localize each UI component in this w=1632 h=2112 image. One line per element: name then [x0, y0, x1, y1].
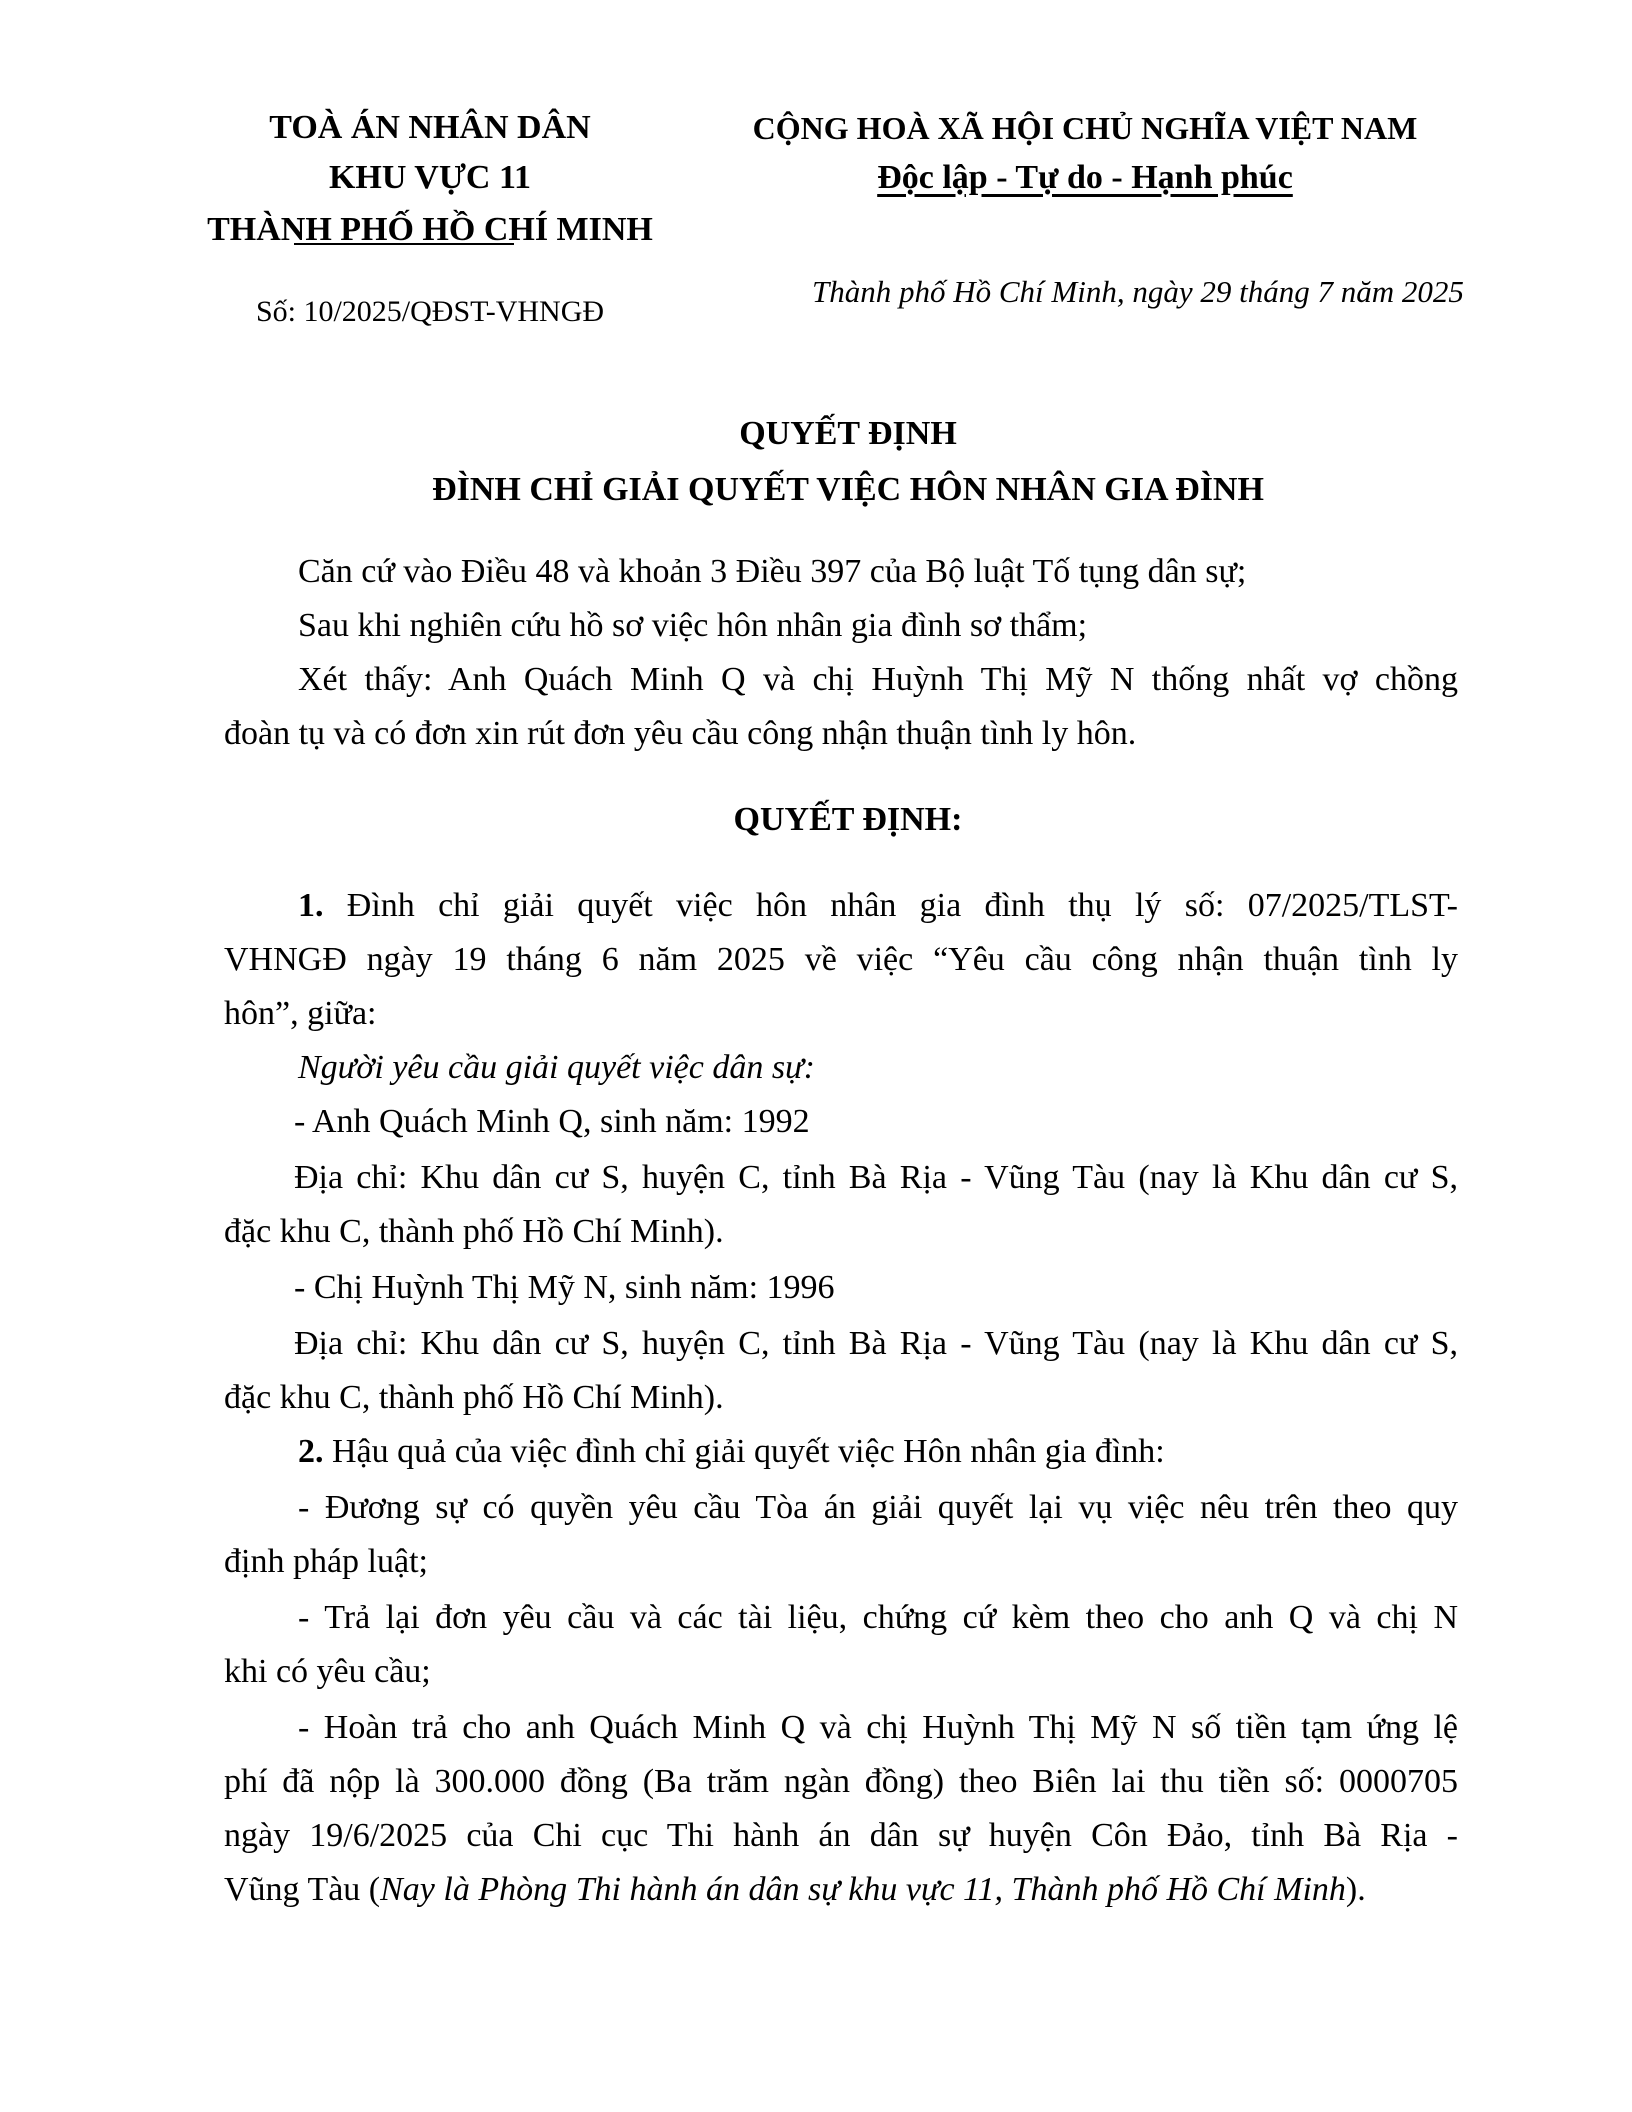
consequence-c-line2: phí đã nộp là 300.000 đồng (Ba trăm ngàn đồng) theo Biên lai thu tiền số: 0000705 [224, 1763, 1458, 1800]
place-date: Thành phố Hồ Chí Minh, ngày 29 tháng 7 năm 2025 [812, 274, 1464, 309]
nation-name: CỘNG HOÀ XÃ HỘI CHỦ NGHĨA VIỆT NAM [752, 110, 1418, 146]
address1-line2: đặc khu C, thành phố Hồ Chí Minh). [224, 1213, 724, 1250]
item2-number: 2. [298, 1433, 324, 1470]
title-line1: QUYẾT ĐỊNH [739, 415, 957, 452]
preamble-finding-line1: Xét thấy: Anh Quách Minh Q và chị Huỳnh Thị Mỹ N thống nhất vợ chồng [298, 661, 1458, 698]
preamble-legal-basis: Căn cứ vào Điều 48 và khoản 3 Điều 397 của Bộ luật Tố tụng dân sự; [298, 553, 1247, 590]
address1-line1: Địa chỉ: Khu dân cư S, huyện C, tỉnh Bà Rịa - Vũng Tàu (nay là Khu dân cư S, [294, 1159, 1458, 1196]
item2-heading-text: Hậu quả của việc đình chỉ giải quyết việc Hôn nhân gia đình: [332, 1433, 1165, 1470]
person2: - Chị Huỳnh Thị Mỹ N, sinh năm: 1996 [294, 1269, 835, 1306]
consequence-c-line1: - Hoàn trả cho anh Quách Minh Q và chị Huỳnh Thị Mỹ N số tiền tạm ứng lệ [298, 1709, 1458, 1746]
consequence-c-line4-italic: Nay là Phòng Thi hành án dân sự khu vực 11, Thành phố Hồ Chí Minh [380, 1871, 1346, 1908]
motto: Độc lập - Tự do - Hạnh phúc [877, 159, 1293, 196]
address2-line2: đặc khu C, thành phố Hồ Chí Minh). [224, 1379, 724, 1416]
item1-number: 1. [298, 887, 324, 924]
consequence-b-line2: khi có yêu cầu; [224, 1653, 431, 1690]
motto-wrap [720, 158, 1450, 198]
requester-label: Người yêu cầu giải quyết việc dân sự: [298, 1049, 815, 1086]
consequence-c-line4 [224, 1870, 1366, 1910]
item2-heading [298, 1432, 1165, 1472]
item1-line3: hôn”, giữa: [224, 995, 377, 1032]
document-number: Số: 10/2025/QĐST-VHNGĐ [255, 295, 605, 328]
court-name-line3: THÀNH PHỐ HỒ CHÍ MINH [207, 211, 653, 248]
address2-line1: Địa chỉ: Khu dân cư S, huyện C, tỉnh Bà Rịa - Vũng Tàu (nay là Khu dân cư S, [294, 1325, 1458, 1362]
consequence-a-line2: định pháp luật; [224, 1543, 428, 1580]
consequence-a-line1: - Đương sự có quyền yêu cầu Tòa án giải quyết lại vụ việc nêu trên theo quy [298, 1489, 1458, 1526]
preamble-research: Sau khi nghiên cứu hồ sơ việc hôn nhân gia đình sơ thẩm; [298, 607, 1088, 644]
decision-heading: QUYẾT ĐỊNH: [733, 801, 963, 838]
court-name-line1: TOÀ ÁN NHÂN DÂN [269, 109, 591, 146]
court-name-line2: KHU VỰC 11 [328, 159, 532, 196]
court-underline [294, 243, 514, 245]
person1: - Anh Quách Minh Q, sinh năm: 1992 [294, 1103, 810, 1140]
title-line2: ĐÌNH CHỈ GIẢI QUYẾT VIỆC HÔN NHÂN GIA ĐÌNH [432, 471, 1264, 508]
item1-text-line1: Đình chỉ giải quyết việc hôn nhân gia đình thụ lý số: 07/2025/TLST- [346, 887, 1458, 924]
item1-line1 [298, 886, 1458, 926]
consequence-c-line3: ngày 19/6/2025 của Chi cục Thi hành án dân sự huyện Côn Đảo, tỉnh Bà Rịa - [224, 1817, 1458, 1854]
item1-line2: VHNGĐ ngày 19 tháng 6 năm 2025 về việc “Yêu cầu công nhận thuận tình ly [224, 941, 1458, 978]
consequence-c-line4-suffix: ). [1345, 1871, 1366, 1908]
consequence-c-line4-prefix: Vũng Tàu ( [224, 1871, 381, 1908]
consequence-b-line1: - Trả lại đơn yêu cầu và các tài liệu, chứng cứ kèm theo cho anh Q và chị N [298, 1599, 1458, 1636]
preamble-finding-line2: đoàn tụ và có đơn xin rút đơn yêu cầu công nhận thuận tình ly hôn. [224, 715, 1137, 752]
